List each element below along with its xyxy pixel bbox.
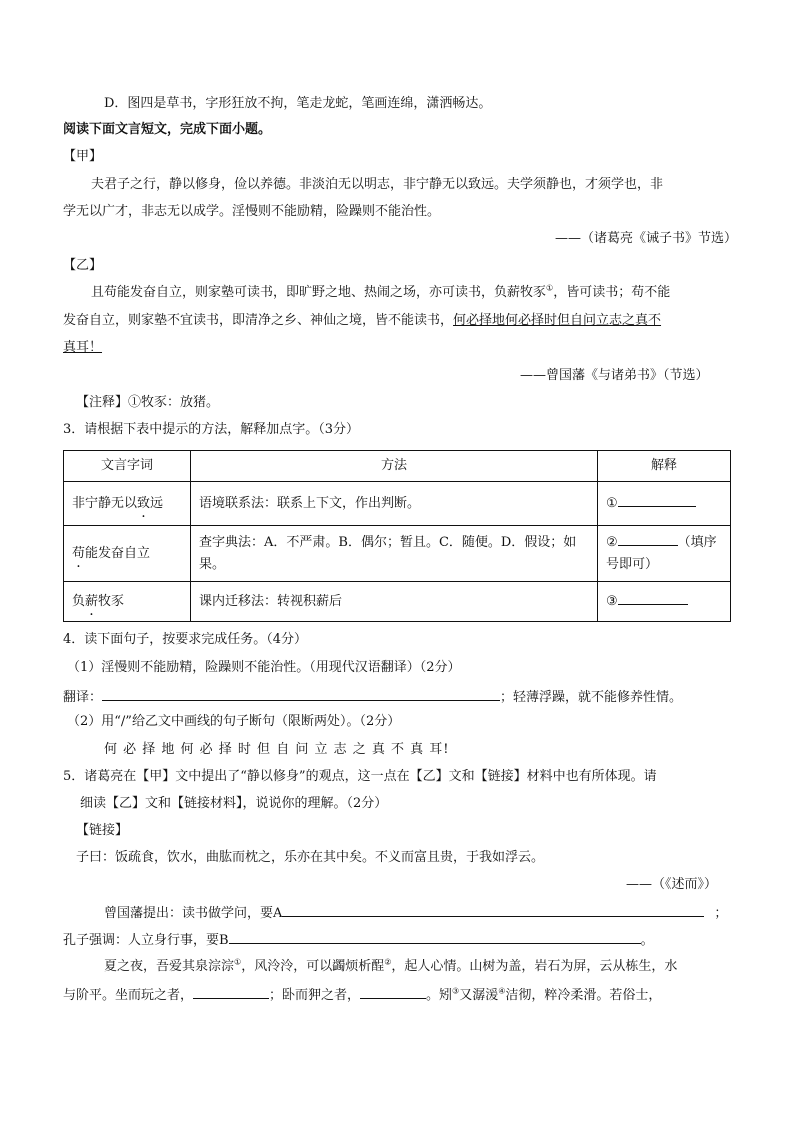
xia-line-1 xyxy=(104,957,677,977)
table-header-cell: 解释 xyxy=(598,451,731,482)
word-part: 牧豕 xyxy=(98,593,125,609)
text-segment: ；卧而狎之者， xyxy=(269,988,361,1003)
table-row xyxy=(64,582,731,622)
passage-yi-line-2 xyxy=(63,311,661,331)
dotted-char: 苟 xyxy=(72,545,86,561)
text-segment: ，皆可读书；苟不能 xyxy=(553,285,671,300)
answer-cell xyxy=(598,582,731,622)
question-4: 4．读下面句子，按要求完成任务。（4分） xyxy=(63,632,308,647)
dotted-char: 薪 xyxy=(85,593,99,609)
word-cell xyxy=(64,526,191,582)
footnote-mark: ① xyxy=(234,957,242,967)
answer-blank[interactable] xyxy=(618,492,696,507)
link-source: ——（《述而》） xyxy=(626,877,718,892)
passage-jia-line-1: 夫君子之行，静以修身，俭以养德。非淡泊无以明志，非宁静无以致远。夫学须静也，才须学也，非 xyxy=(91,177,664,192)
answer-blank-a[interactable] xyxy=(282,902,704,917)
translation-label: 翻译： xyxy=(63,690,103,705)
question-4-part-1: （1）淫慢则不能励精，险躁则不能治性。（用现代汉语翻译）（2分） xyxy=(67,660,461,675)
word-cell xyxy=(64,582,191,622)
translation-tail: ；轻薄浮躁，就不能修养性情。 xyxy=(500,690,683,705)
option-d-line: D．图四是草书，字形狂放不拘，笔走龙蛇，笔画连绵，潇洒畅达。 xyxy=(104,96,492,111)
link-label: 【链接】 xyxy=(76,823,129,838)
dotted-char: 致 xyxy=(137,495,151,511)
answer-number: ① xyxy=(606,496,618,511)
table-row xyxy=(64,526,731,582)
kong-line xyxy=(63,929,654,951)
zeng-tail: ； xyxy=(714,906,728,921)
answer-cell xyxy=(598,526,731,582)
text-segment: 夏之夜，吾爱其泉淙淙 xyxy=(104,959,235,974)
word-cell xyxy=(64,482,191,526)
text-segment: 与阶平。坐而玩之者， xyxy=(63,988,194,1003)
zeng-label: 曾国藩提出：读书做学问，要A xyxy=(104,906,283,921)
text-segment: ，风泠泠，可以蠲烦析酲 xyxy=(241,959,385,974)
question-5-line-2: 细读【乙】文和【链接材料】，说说你的理解。（2分） xyxy=(80,796,388,811)
annotation-note: 【注释】①牧豕：放猪。 xyxy=(76,395,220,410)
sentence-to-punctuate: 何 必 择 地 何 必 择 时 但 自 问 立 志 之 真 不 真 耳! xyxy=(104,742,450,757)
answer-number: ③ xyxy=(606,594,618,609)
text-segment: 且苟能发奋自立，则家塾可读书，即旷野之地、热闹之场，亦可读书，负薪牧豕 xyxy=(91,285,547,300)
kong-tail: 。 xyxy=(640,933,654,948)
passage-jia-label: 【甲】 xyxy=(63,149,103,164)
passage-yi-source: ——曾国藩《与诸弟书》（节选） xyxy=(520,368,709,383)
footnote-mark: ④ xyxy=(498,986,506,996)
answer-hint: （填序号即可） xyxy=(606,535,717,572)
word-part: 负 xyxy=(72,593,86,609)
text-segment: 又潺湲 xyxy=(459,988,499,1003)
answer-blank[interactable] xyxy=(360,984,426,999)
question-3: 3．请根据下表中提示的方法，解释加点字。（3分） xyxy=(63,422,360,437)
text-segment: 发奋自立，则家塾不宜读书，即清净之乡、神仙之境，皆不能读书， xyxy=(63,313,454,328)
answer-blank[interactable] xyxy=(618,590,688,605)
question-4-part-2: （2）用“/”给乙文中画线的句子断句（限断两处）。（2分） xyxy=(67,714,401,729)
question-5-line-1: 5．诸葛亮在【甲】文中提出了“静以修身”的观点，这一点在【乙】文和【链接】材料中也有所体现。请 xyxy=(63,769,657,784)
passage-yi-label: 【乙】 xyxy=(63,258,103,273)
table-header-row xyxy=(64,451,731,482)
word-part: 远 xyxy=(150,495,164,511)
methods-table xyxy=(63,450,731,622)
passage-yi-line-3 xyxy=(63,338,102,358)
word-part: 非宁静无以 xyxy=(72,495,138,511)
answer-blank-b[interactable] xyxy=(229,929,641,944)
answer-cell xyxy=(598,482,731,526)
kong-label: 孔子强调：人立身行事，要B xyxy=(63,933,229,948)
text-segment: 洁彻，粹冷柔滑。若俗士， xyxy=(505,988,662,1003)
passage-jia-source: ——（诸葛亮《诫子书》节选） xyxy=(555,231,738,246)
reading-instruction: 阅读下面文言短文，完成下面小题。 xyxy=(63,122,272,137)
table-header-cell: 方法 xyxy=(191,451,598,482)
word-part: 能发奋自立 xyxy=(85,545,151,561)
method-cell: 语境联系法：联系上下文，作出判断。 xyxy=(191,482,598,526)
answer-blank[interactable] xyxy=(193,984,269,999)
translation-line xyxy=(63,686,682,708)
underlined-sentence-end: 真耳！ xyxy=(63,340,103,355)
answer-blank[interactable] xyxy=(618,531,678,546)
passage-jia-line-2: 学无以广才，非志无以成学。淫慢则不能励精，险躁则不能治性。 xyxy=(63,204,441,219)
zeng-line xyxy=(104,902,727,924)
method-cell: 查字典法：A．不严肃。B．偶尔；暂且。C．随便。D．假设；如果。 xyxy=(191,526,598,582)
xia-line-2 xyxy=(63,984,661,1006)
underlined-sentence: 何必择地何必择时但自问立志之真不 xyxy=(453,313,662,328)
link-text: 子曰：饭疏食，饮水，曲肱而枕之，乐亦在其中矣。不义而富且贵，于我如浮云。 xyxy=(76,850,545,865)
method-cell: 课内迁移法：转视积薪后 xyxy=(191,582,598,622)
footnote-mark: ② xyxy=(384,957,392,967)
table-header-cell: 文言字词 xyxy=(64,451,191,482)
answer-number: ② xyxy=(606,535,618,550)
translation-blank[interactable] xyxy=(102,686,500,701)
footnote-mark: ① xyxy=(546,283,554,293)
passage-yi-line-1 xyxy=(91,283,670,303)
text-segment: 。矧 xyxy=(426,988,453,1003)
table-row xyxy=(64,482,731,526)
footnote-mark: ③ xyxy=(452,986,460,996)
text-segment: ，起人心情。山树为盖，岩石为屏，云从栋生，水 xyxy=(391,959,678,974)
